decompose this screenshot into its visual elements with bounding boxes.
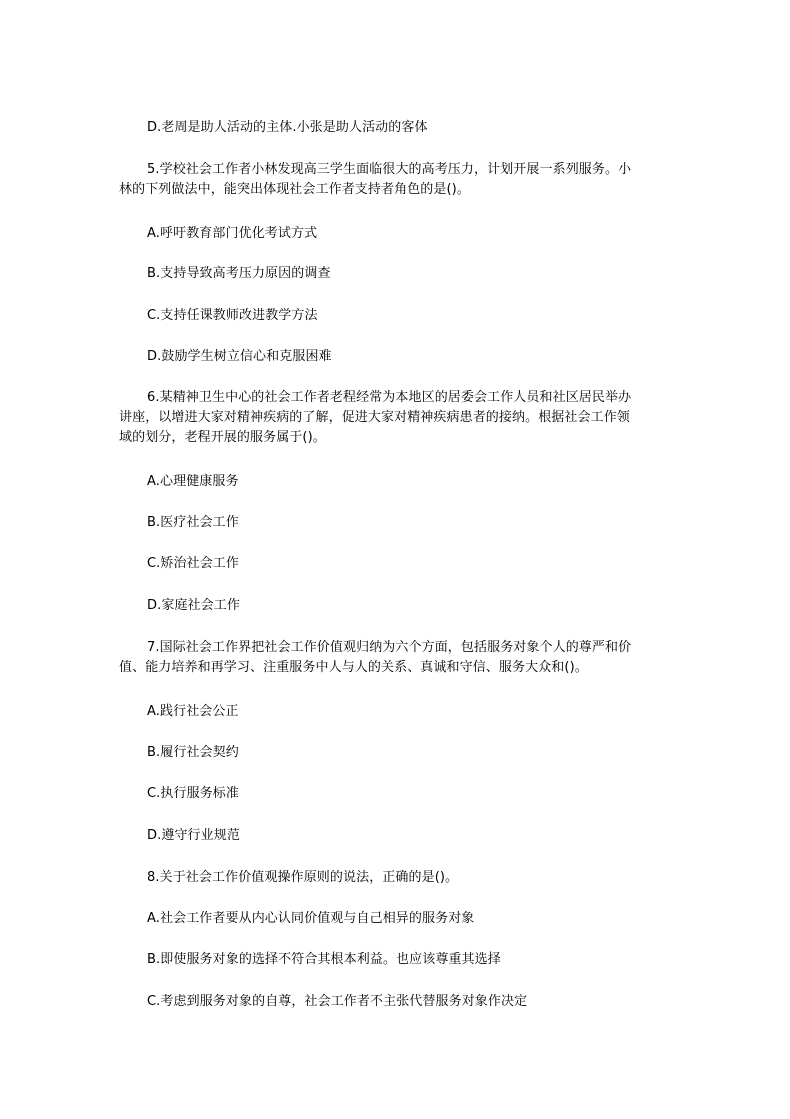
q5-stem-line-1: 5.学校社会工作者小林发现高三学生面临很大的高考压力，计划开展一系列服务。小 (147, 162, 632, 177)
q5-option-c: C.支持任课教师改进教学方法 (147, 308, 318, 323)
q8-option-b: B.即使服务对象的选择不符合其根本利益。也应该尊重其选择 (147, 952, 501, 967)
q6-stem-line-2: 讲座，以增进大家对精神疾病的了解，促进大家对精神疾病患者的接纳。根据社会工作领 (119, 410, 630, 425)
q5-stem-line-2: 林的下列做法中，能突出体现社会工作者支持者角色的是()。 (119, 182, 470, 197)
q7-option-a: A.践行社会公正 (147, 704, 239, 719)
q4-option-d: D.老周是助人活动的主体.小张是助人活动的客体 (147, 120, 428, 135)
q8-option-a: A.社会工作者要从内心认同价值观与自己相异的服务对象 (147, 911, 475, 926)
q7-option-c: C.执行服务标准 (147, 786, 240, 801)
q6-stem-line-3: 域的划分，老程开展的服务属于()。 (119, 430, 326, 445)
q6-option-b: B.医疗社会工作 (147, 515, 239, 530)
q6-option-a: A.心理健康服务 (147, 474, 239, 489)
q7-option-b: B.履行社会契约 (147, 745, 239, 760)
q7-stem-line-2: 值、能力培养和再学习、注重服务中人与人的关系、真诚和守信、服务大众和()。 (119, 660, 588, 675)
q7-stem-line-1: 7.国际社会工作界把社会工作价值观归纳为六个方面，包括服务对象个人的尊严和价 (147, 640, 632, 655)
q8-stem: 8.关于社会工作价值观操作原则的说法，正确的是()。 (147, 870, 459, 885)
q5-option-d: D.鼓励学生树立信心和克服困难 (147, 349, 332, 364)
q6-option-c: C.矫治社会工作 (147, 556, 240, 571)
q7-option-d: D.遵守行业规范 (147, 828, 240, 843)
q5-option-b: B.支持导致高考压力原因的调查 (147, 266, 331, 281)
q6-option-d: D.家庭社会工作 (147, 598, 240, 613)
q6-stem-line-1: 6.某精神卫生中心的社会工作者老程经常为本地区的居委会工作人员和社区居民举办 (147, 390, 632, 405)
q5-option-a: A.呼吁教育部门优化考试方式 (147, 226, 318, 241)
q8-option-c: C.考虑到服务对象的自尊，社会工作者不主张代替服务对象作决定 (147, 994, 528, 1009)
